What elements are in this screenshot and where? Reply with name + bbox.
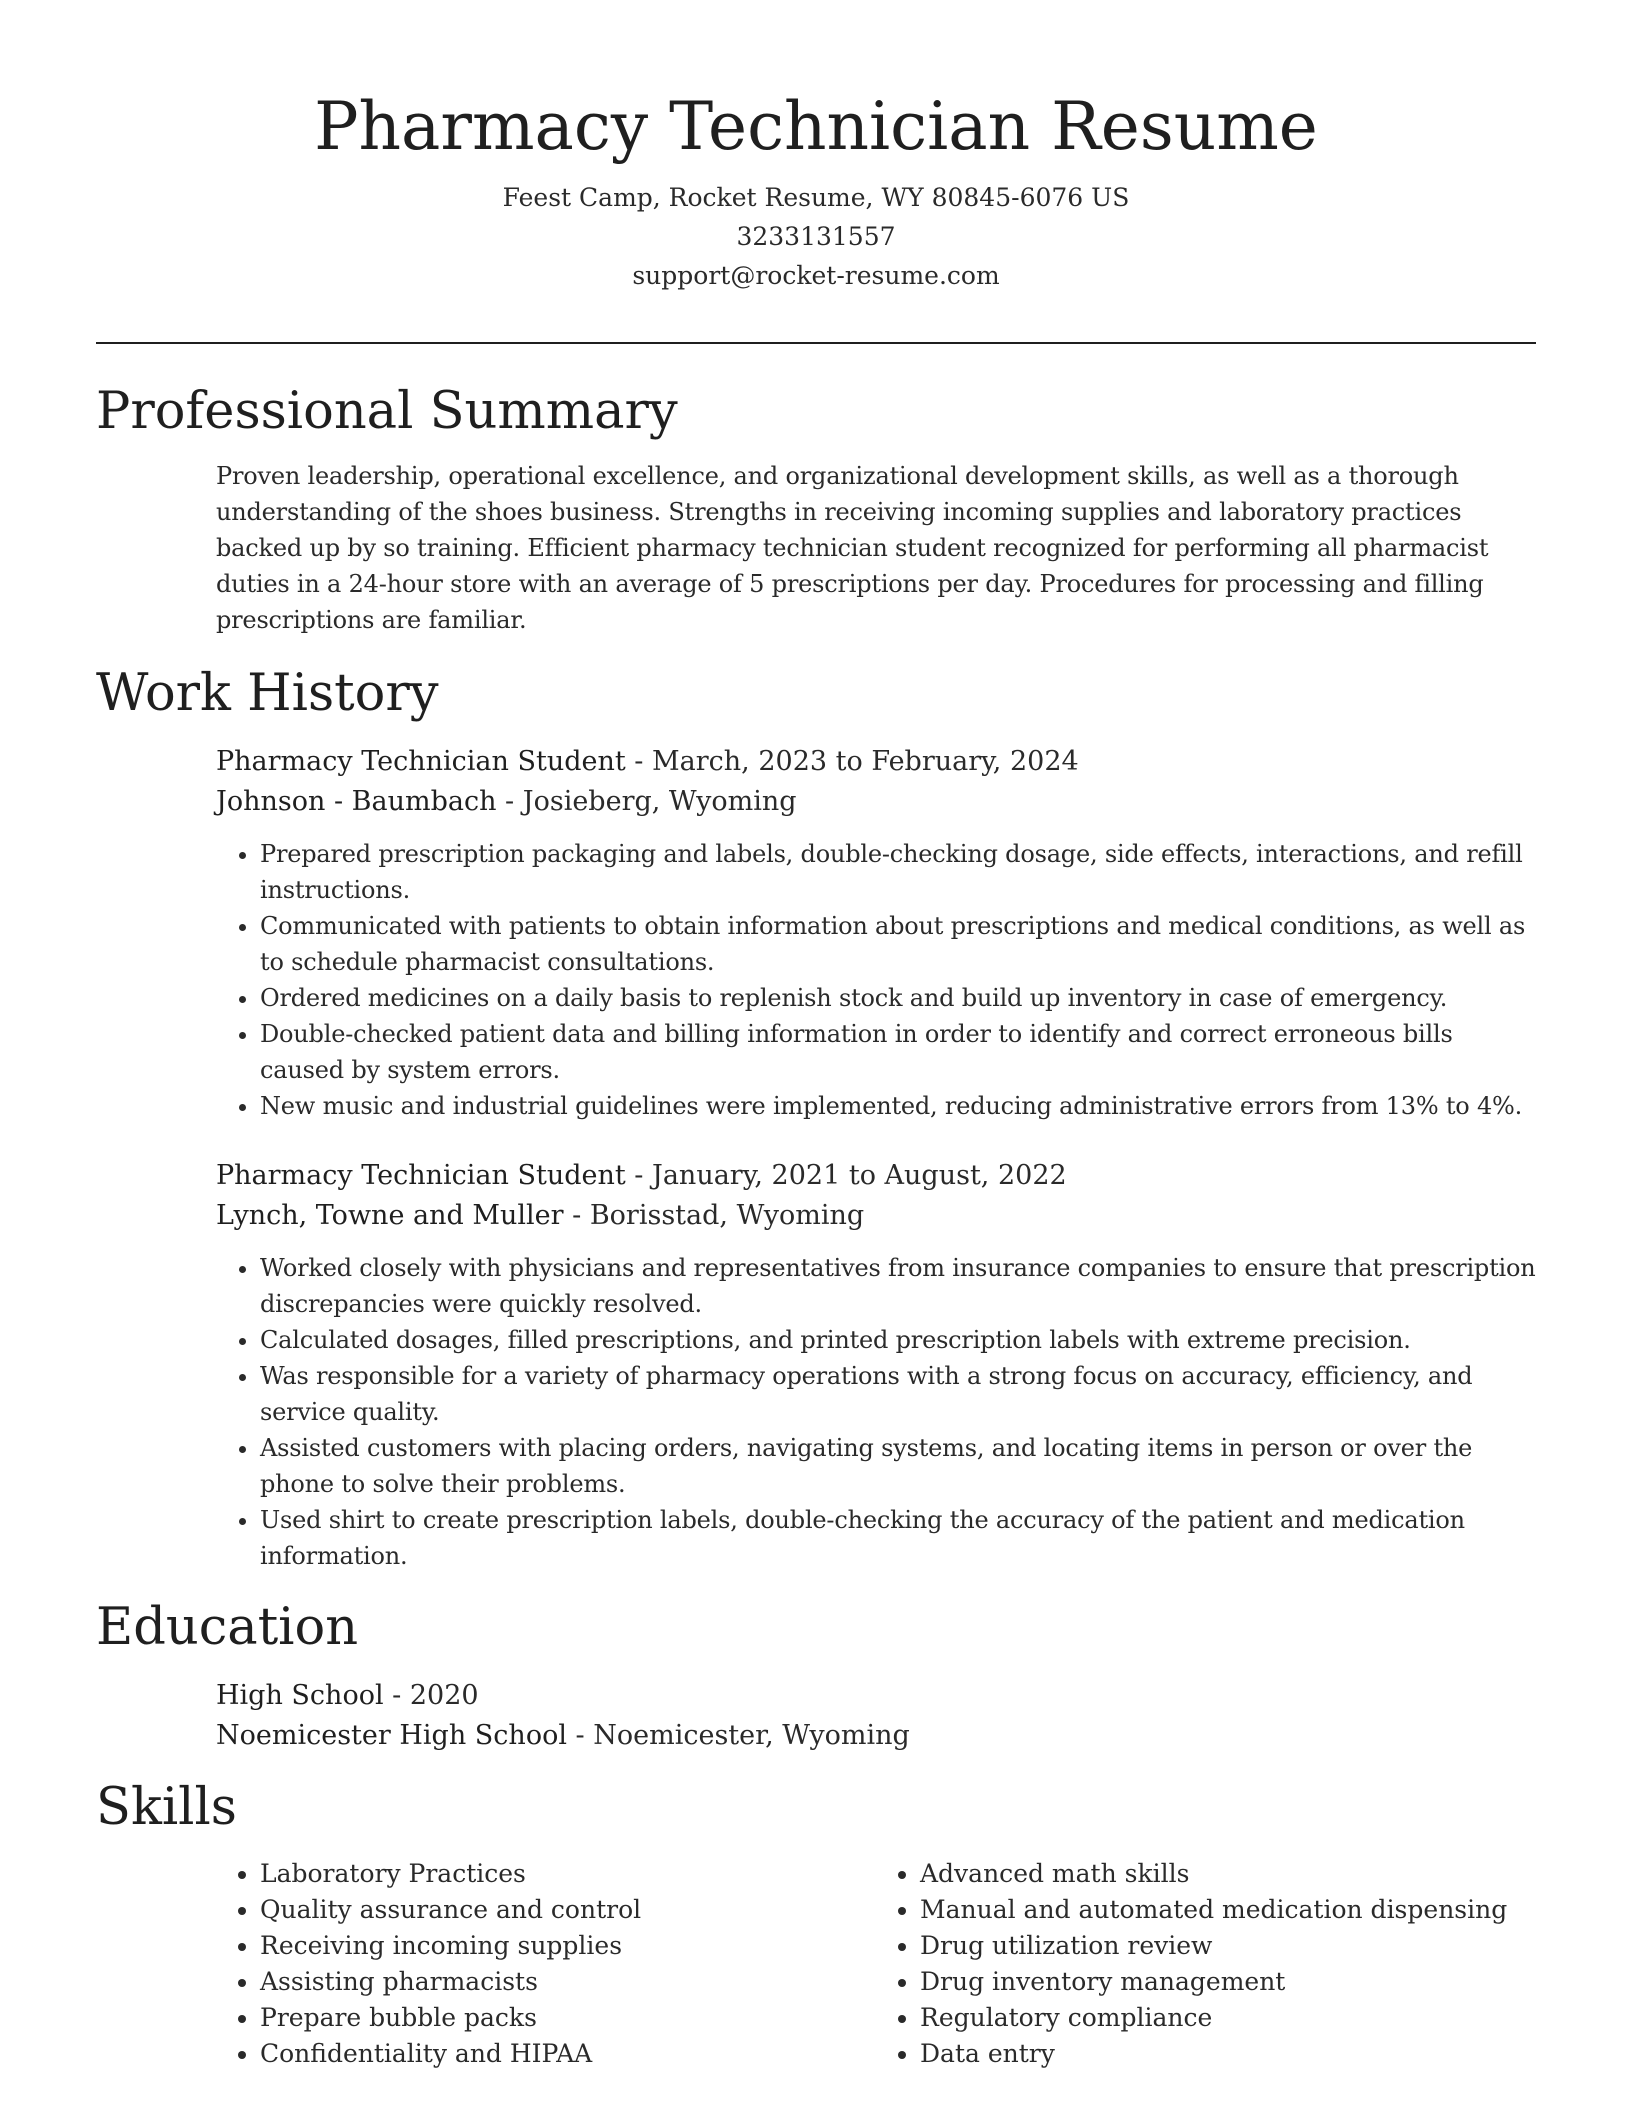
skills-list-right <box>876 1856 1536 2072</box>
list-item: • Advanced math skills <box>920 1856 1536 1892</box>
education-entry <box>216 1676 1536 1756</box>
list-item: • Ordered medicines on a daily basis to replenish stock and build up inventory in case of emergency. <box>260 980 1536 1016</box>
job-dates: - March, 2023 to February, 2024 <box>625 746 1079 777</box>
contact-block <box>96 178 1536 295</box>
resume-header <box>96 84 1536 295</box>
education-school-line <box>216 1716 1536 1756</box>
job-location: - Borisstad, Wyoming <box>563 1200 865 1231</box>
list-item: • Prepared prescription packaging and labels, double-checking dosage, side effects, interactions, and refill instructions. <box>260 836 1536 908</box>
job-bullets <box>216 1250 1536 1574</box>
list-item: • Prepare bubble packs <box>260 2000 876 2036</box>
job-bullets <box>216 836 1536 1124</box>
job-role: Pharmacy Technician Student <box>216 746 626 777</box>
list-item: • Data entry <box>920 2036 1536 2072</box>
list-item: • Manual and automated medication dispensing <box>920 1892 1536 1928</box>
job-role: Pharmacy Technician Student <box>216 1160 626 1191</box>
header-divider <box>96 342 1536 344</box>
list-item: • Assisted customers with placing orders, navigating systems, and locating items in person or over the phone to solve their problems. <box>260 1430 1536 1502</box>
list-item: • Assisting pharmacists <box>260 1964 876 2000</box>
work-history-heading: Work History <box>96 664 439 723</box>
list-item: • Calculated dosages, filled prescriptions, and printed prescription labels with extreme precision. <box>260 1322 1536 1358</box>
list-item: • Receiving incoming supplies <box>260 1928 876 1964</box>
education-degree: High School <box>216 1680 384 1711</box>
list-item: • Used shirt to create prescription labels, double-checking the accuracy of the patient and medication information. <box>260 1502 1536 1574</box>
education-year: - 2020 <box>383 1680 479 1711</box>
job-company-line <box>216 782 1536 822</box>
list-item: • Was responsible for a variety of pharmacy operations with a strong focus on accuracy, efficiency, and service quality. <box>260 1358 1536 1430</box>
list-item: • Worked closely with physicians and representatives from insurance companies to ensure that prescription discrepancies were quickly resolved. <box>260 1250 1536 1322</box>
job-entry <box>216 1156 1536 1574</box>
contact-email: support@rocket-resume.com <box>632 261 1000 290</box>
resume-title: Pharmacy Technician Resume <box>314 88 1318 165</box>
job-company: Johnson - Baumbach <box>216 786 497 817</box>
skills-columns <box>216 1856 1536 2072</box>
contact-phone: 3233131557 <box>736 222 896 251</box>
job-dates: - January, 2021 to August, 2022 <box>625 1160 1067 1191</box>
job-company: Lynch, Towne and Muller <box>216 1200 564 1231</box>
job-title-line <box>216 742 1536 782</box>
list-item: • Drug inventory management <box>920 1964 1536 2000</box>
education-degree-line <box>216 1676 1536 1716</box>
list-item: • Communicated with patients to obtain information about prescriptions and medical conditions, as well as to schedule pharmacist consultations. <box>260 908 1536 980</box>
education-location: - Noemicester, Wyoming <box>566 1720 910 1751</box>
skills-list-left <box>216 1856 876 2072</box>
list-item: • Laboratory Practices <box>260 1856 876 1892</box>
job-title-line <box>216 1156 1536 1196</box>
job-entry <box>216 742 1536 1124</box>
contact-address: Feest Camp, Rocket Resume, WY 80845-6076 US <box>502 183 1130 212</box>
list-item: • Double-checked patient data and billing information in order to identify and correct erroneous bills caused by system errors. <box>260 1016 1536 1088</box>
list-item: • Quality assurance and control <box>260 1892 876 1928</box>
job-location: - Josieberg, Wyoming <box>496 786 797 817</box>
education-school: Noemicester High School <box>216 1720 567 1751</box>
skills-heading: Skills <box>96 1778 237 1837</box>
list-item: • Regulatory compliance <box>920 2000 1536 2036</box>
summary-heading: Professional Summary <box>96 382 678 441</box>
summary-block <box>216 458 1536 638</box>
list-item: • Drug utilization review <box>920 1928 1536 1964</box>
list-item: • Confidentiality and HIPAA <box>260 2036 876 2072</box>
education-heading: Education <box>96 1598 359 1657</box>
summary-text: Proven leadership, operational excellence, and organizational development skills, as well as a thorough understanding of the shoes business. Strengths in receiving incoming supplies and laboratory practices backed up by so training. Efficient pharmacy technician student recognized for performing all pharmacist duties in a 24-hour store with an average of 5 prescriptions per day. Procedures for processing and filling prescriptions are familiar. <box>216 462 1489 634</box>
list-item: • New music and industrial guidelines were implemented, reducing administrative errors from 13% to 4%. <box>260 1088 1536 1124</box>
job-company-line <box>216 1196 1536 1236</box>
